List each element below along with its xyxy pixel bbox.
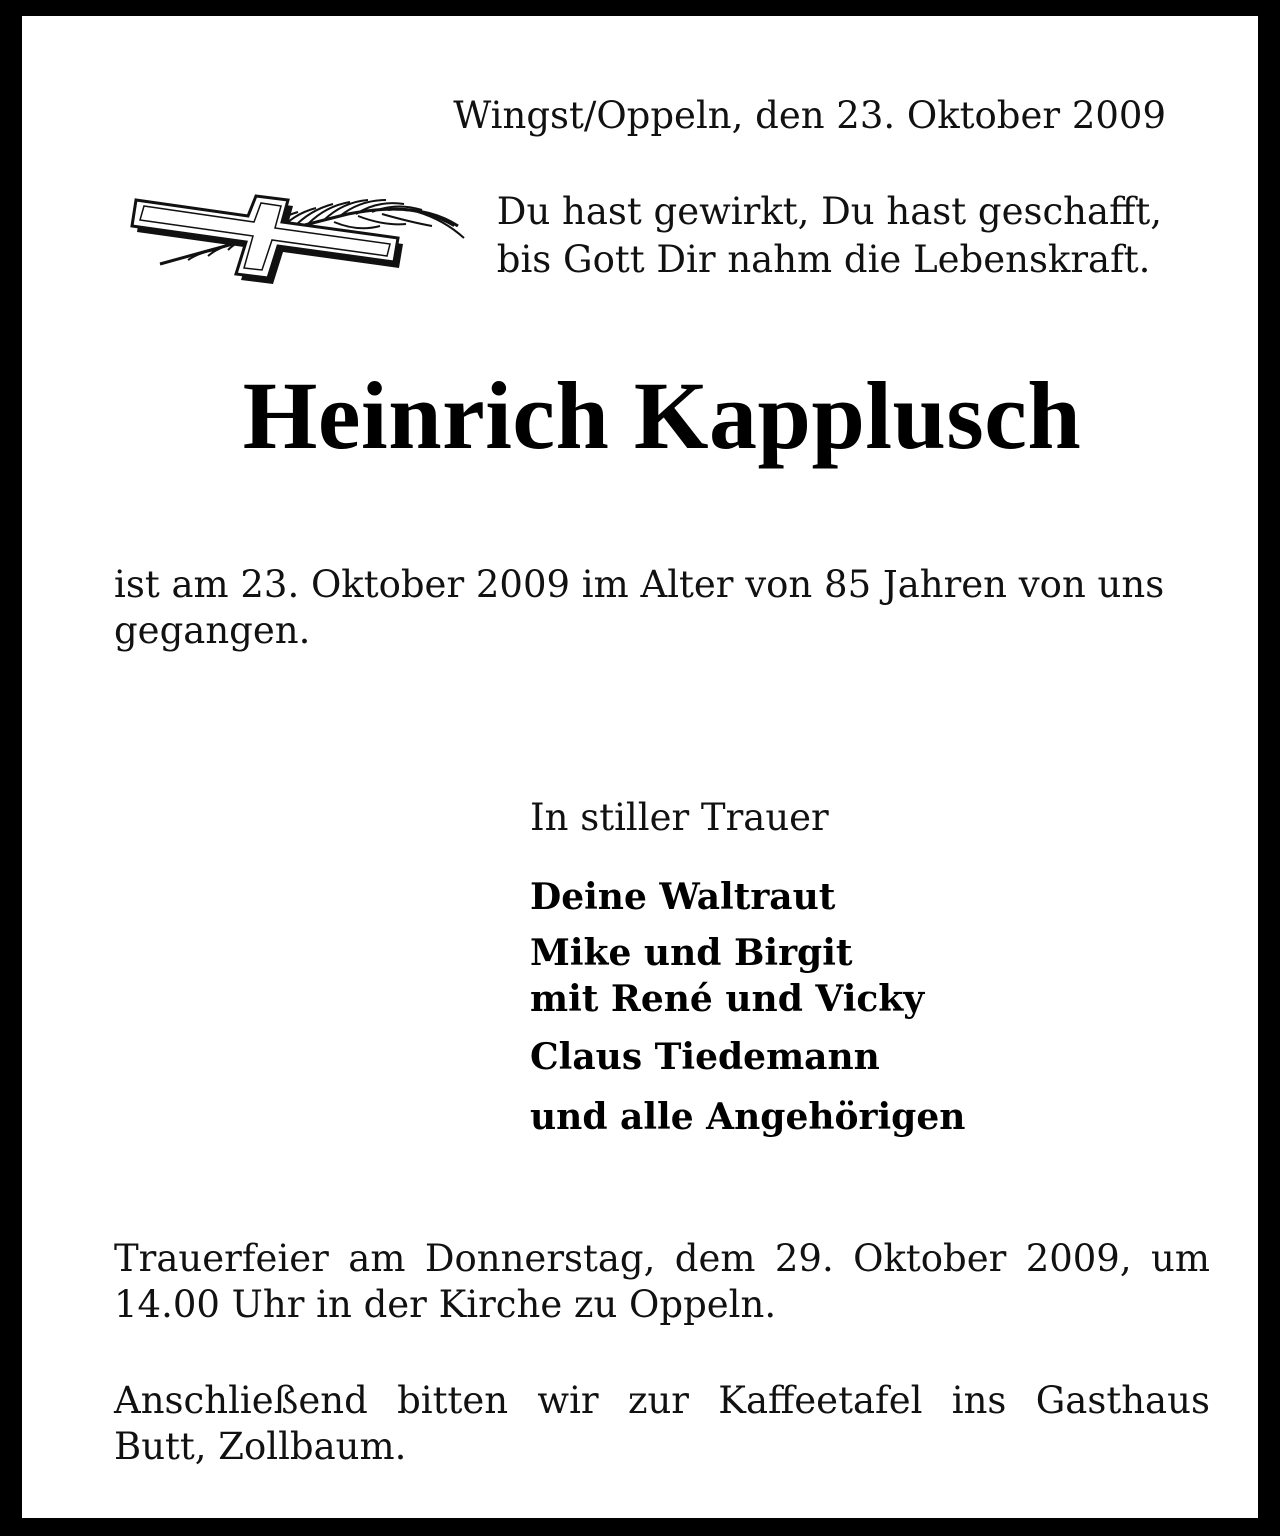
mourner-name: Claus Tiedemann — [530, 1036, 880, 1078]
reception-word: ins — [951, 1379, 1007, 1422]
mourner-name: mit René und Vicky — [530, 978, 925, 1020]
reception-word: zur — [627, 1379, 689, 1422]
verse — [497, 188, 1162, 284]
notice-line: ist am 23. Oktober 2009 im Alter von 85 Jahren von uns — [114, 563, 1165, 606]
reception-line: Butt, Zollbaum. — [114, 1425, 407, 1468]
reception-word: Gasthaus — [1035, 1379, 1210, 1422]
death-notice — [114, 562, 1210, 654]
service-line-justified — [114, 1236, 1210, 1282]
reception-word: Kaffeetafel — [718, 1379, 923, 1422]
cross-with-palm-icon — [128, 174, 472, 290]
service-word: Trauerfeier — [114, 1237, 329, 1280]
service-word: 29. — [774, 1237, 834, 1280]
funeral-service-info — [114, 1236, 1210, 1328]
reception-line-justified — [114, 1378, 1210, 1424]
mourners-heading: In stiller Trauer — [530, 796, 829, 839]
reception-word: bitten — [397, 1379, 509, 1422]
service-word: Oktober — [853, 1237, 1007, 1280]
mourner-name: Deine Waltraut — [530, 876, 836, 918]
service-word: um — [1151, 1237, 1210, 1280]
service-word: am — [348, 1237, 406, 1280]
service-word: 2009, — [1025, 1237, 1132, 1280]
verse-line: bis Gott Dir nahm die Lebenskraft. — [496, 238, 1151, 281]
deceased-name: Heinrich Kapplusch — [242, 362, 1082, 469]
reception-word: Anschließend — [114, 1379, 368, 1422]
reception-word: wir — [537, 1379, 599, 1422]
reception-info — [114, 1378, 1210, 1470]
place-date: Wingst/Oppeln, den 23. Oktober 2009 — [453, 94, 1166, 137]
service-word: Donnerstag, — [424, 1237, 656, 1280]
verse-line: Du hast gewirkt, Du hast geschafft, — [496, 190, 1162, 233]
service-line: 14.00 Uhr in der Kirche zu Oppeln. — [114, 1283, 777, 1326]
service-word: dem — [674, 1237, 756, 1280]
mourner-name: und alle Angehörigen — [530, 1096, 966, 1138]
mourner-name: Mike und Birgit — [530, 932, 853, 974]
notice-line: gegangen. — [114, 609, 311, 652]
